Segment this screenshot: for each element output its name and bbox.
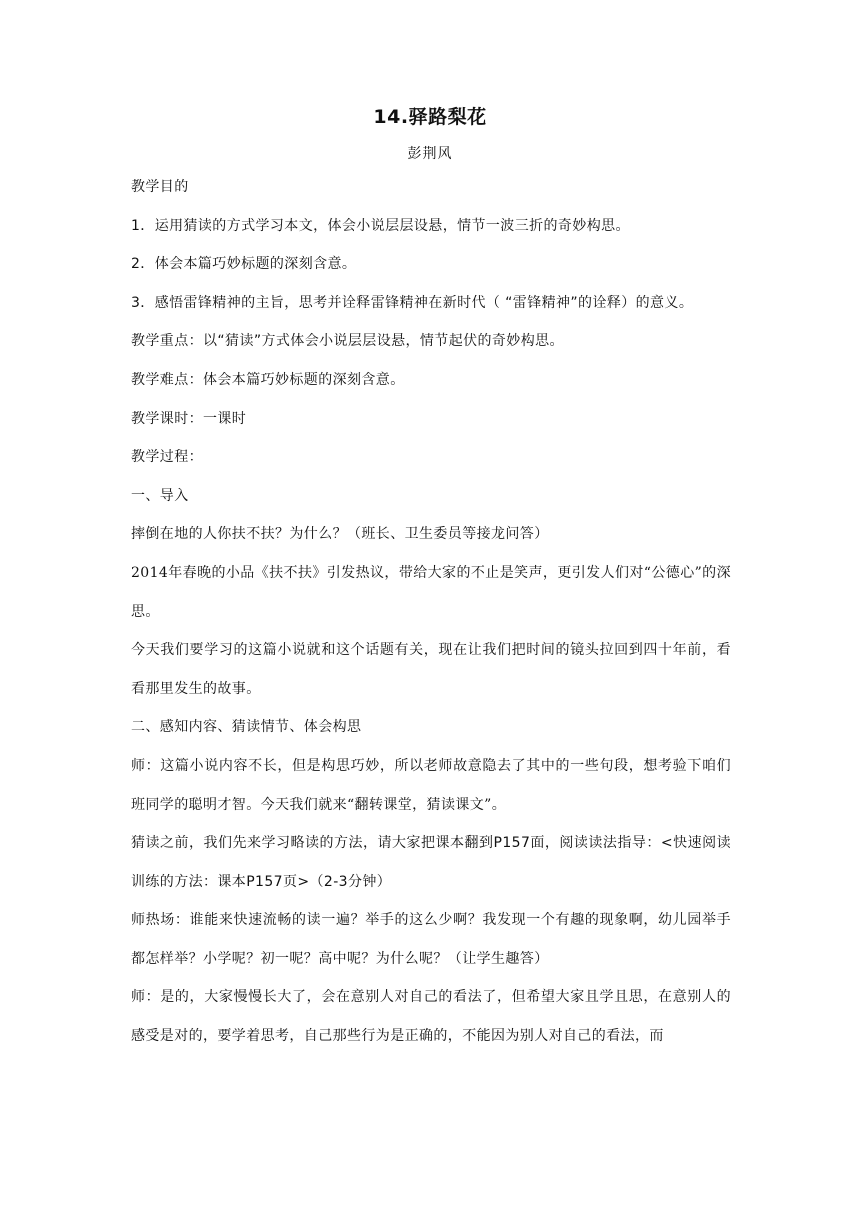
teaching-hours: 教学课时：一课时 — [131, 410, 247, 427]
teaching-process-heading: 教学过程： — [131, 449, 203, 466]
objective-item-3: 3．感悟雷锋精神的主旨，思考并诠释雷锋精神在新时代（ “雷锋精神”的诠释）的意义。 — [131, 294, 694, 311]
paragraph-teacher-comment: 师：是的，大家慢慢长大了，会在意别人对自己的看法了，但希望大家且学且思，在意别人的感受是对的，要学着思考，自己那些行为是正确的，不能因为别人对自己的看法，而 — [131, 989, 731, 1045]
objective-item-2: 2．体会本篇巧妙标题的深刻含意。 — [131, 256, 357, 273]
document-title: 14.驿路梨花 — [373, 106, 487, 128]
objective-item-1: 1．运用猜读的方式学习本文，体会小说层层设悬，情节一波三折的奇妙构思。 — [131, 217, 630, 234]
paragraph-teacher-intro: 师：这篇小说内容不长，但是构思巧妙，所以老师故意隐去了其中的一些句段，想考验下咱们班同学的聪明才智。今天我们就来“翻转课堂，猜读课文”。 — [131, 757, 731, 813]
paragraph-question: 摔倒在地的人你扶不扶？为什么？（班长、卫生委员等接龙问答） — [131, 526, 549, 543]
section-heading-introduction: 一、导入 — [131, 487, 189, 504]
document-author: 彭荆风 — [407, 146, 453, 162]
section-heading-perception: 二、感知内容、猜读情节、体会构思 — [131, 719, 362, 736]
section-heading-objectives: 教学目的 — [131, 179, 189, 195]
teaching-key-points: 教学重点：以“猜读”方式体会小说层层设悬，情节起伏的奇妙构思。 — [131, 333, 564, 350]
teaching-difficulties: 教学难点：体会本篇巧妙标题的深刻含意。 — [131, 371, 405, 388]
paragraph-today: 今天我们要学习的这篇小说就和这个话题有关，现在让我们把时间的镜头拉回到四十年前，看看那里发生的故事。 — [131, 642, 731, 697]
paragraph-skit: 2014年春晚的小品《扶不扶》引发热议，带给大家的不止是笑声，更引发人们对“公德心”的深思。 — [131, 564, 731, 620]
paragraph-skimming-method: 猜读之前，我们先来学习略读的方法，请大家把课本翻到P157面，阅读读法指导：<快速阅读训练的方法：课本P157页>（2-3分钟） — [131, 835, 731, 890]
document-body — [131, 168, 731, 1056]
paragraph-warm-up: 师热场：谁能来快速流畅的读一遍？举手的这么少啊？我发现一个有趣的现象啊，幼儿园举手都怎样举？小学呢？初一呢？高中呢？为什么呢？（让学生趣答） — [131, 912, 731, 967]
